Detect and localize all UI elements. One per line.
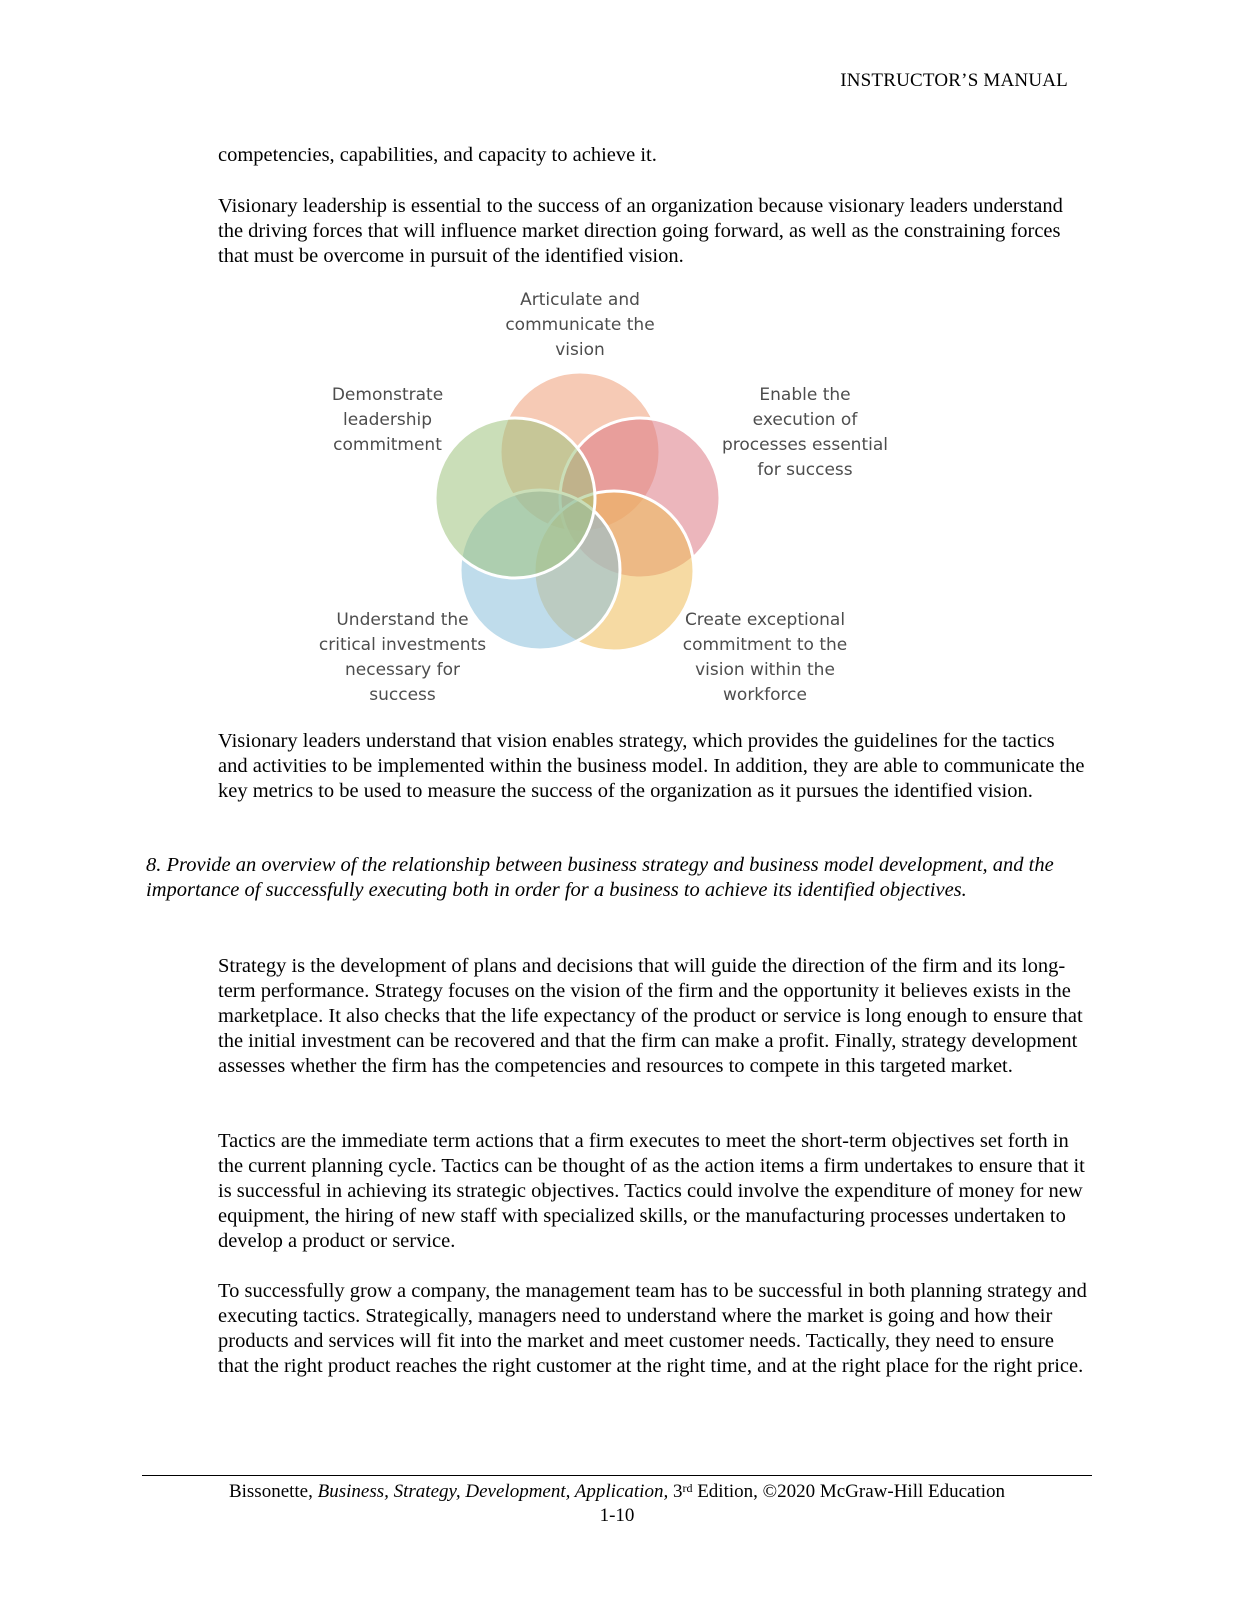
footer-edition-publisher: Edition, ©2020 McGraw-Hill Education bbox=[692, 1481, 1006, 1502]
visionary-leadership-diagram bbox=[300, 282, 940, 722]
label-articulate bbox=[480, 288, 680, 363]
label-articulate-line: vision bbox=[555, 340, 605, 360]
label-commitment-line: Create exceptional bbox=[684, 610, 846, 630]
footer-edition-suffix: rd bbox=[682, 1481, 693, 1495]
footer-edition-number: 3 bbox=[668, 1481, 683, 1502]
label-enable bbox=[710, 383, 900, 483]
paragraph-vision-strategy: Visionary leaders understand that vision enables strategy, which provides the guidelines for the tactics and activities to be implemented within the business model. In addition, they are able to communicate the key metrics to be used to measure the success of the organization as it pursues the identified vision. bbox=[218, 730, 1085, 802]
footer-divider bbox=[142, 1475, 1092, 1476]
paragraph-continuation: competencies, capabilities, and capacity to achieve it. bbox=[218, 144, 657, 166]
footer bbox=[142, 1480, 1092, 1528]
label-articulate-line: communicate the bbox=[505, 315, 655, 335]
footer-book-title: Business, Strategy, Development, Application, bbox=[317, 1481, 669, 1502]
paragraph-strategy: Strategy is the development of plans and decisions that will guide the direction of the firm and its long-term performance. Strategy focuses on the vision of the firm and the opportunity it believes exists in the marketplace. It also checks that the life expectancy of the product or service is long enough to ensure that the initial investment can be recovered and that the firm can make a profit. Finally, strategy development assesses whether the firm has the competencies and resources to compete in this targeted market. bbox=[218, 955, 1083, 1077]
label-enable-line: processes essential bbox=[722, 435, 888, 455]
label-investments-line: Understand the bbox=[336, 610, 469, 630]
label-leadership bbox=[300, 383, 475, 458]
label-investments-line: critical investments bbox=[318, 635, 487, 655]
label-leadership-line: leadership bbox=[343, 410, 432, 430]
label-leadership-line: commitment bbox=[333, 435, 442, 455]
label-investments bbox=[310, 608, 495, 708]
label-commitment-line: workforce bbox=[723, 685, 807, 705]
paragraph-grow-company: To successfully grow a company, the management team has to be successful in both planning strategy and executing tactics. Strategically, managers need to understand where the market is going and how their products and services will fit into the market and meet customer needs. Tactically, they need to ensure that the right product reaches the right customer at the right time, and at the right place for the right price. bbox=[218, 1280, 1087, 1377]
paragraph-tactics: Tactics are the immediate term actions that a firm executes to meet the short-term objectives set forth in the current planning cycle. Tactics can be thought of as the action items a firm undertakes to ensure that it is successful in achieving its strategic objectives. Tactics could involve the expenditure of money for new equipment, the hiring of new staff with specialized skills, or the manufacturing processes undertaken to develop a product or service. bbox=[218, 1130, 1085, 1252]
footer-citation bbox=[142, 1480, 1092, 1504]
page-number: 1-10 bbox=[599, 1505, 635, 1526]
label-leadership-line: Demonstrate bbox=[331, 385, 444, 405]
running-header: INSTRUCTOR’S MANUAL bbox=[840, 70, 1068, 91]
label-commitment bbox=[670, 608, 860, 708]
question-8: 8. Provide an overview of the relationship between business strategy and business model development, and the importance of successfully executing both in order for a business to achieve its identified objectives. bbox=[146, 854, 1054, 901]
label-commitment-line: commitment to the bbox=[682, 635, 848, 655]
label-enable-line: Enable the bbox=[759, 385, 851, 405]
label-enable-line: execution of bbox=[752, 410, 858, 430]
paragraph-visionary-leadership: Visionary leadership is essential to the success of an organization because visionary leaders understand the driving forces that will influence market direction going forward, as well as the constraining forces that must be overcome in pursuit of the identified vision. bbox=[218, 195, 1063, 267]
label-investments-line: success bbox=[369, 685, 436, 705]
label-enable-line: for success bbox=[757, 460, 853, 480]
footer-author: Bissonette, bbox=[228, 1481, 318, 1502]
label-investments-line: necessary for bbox=[345, 660, 460, 680]
label-articulate-line: Articulate and bbox=[520, 290, 640, 310]
label-commitment-line: vision within the bbox=[695, 660, 835, 680]
